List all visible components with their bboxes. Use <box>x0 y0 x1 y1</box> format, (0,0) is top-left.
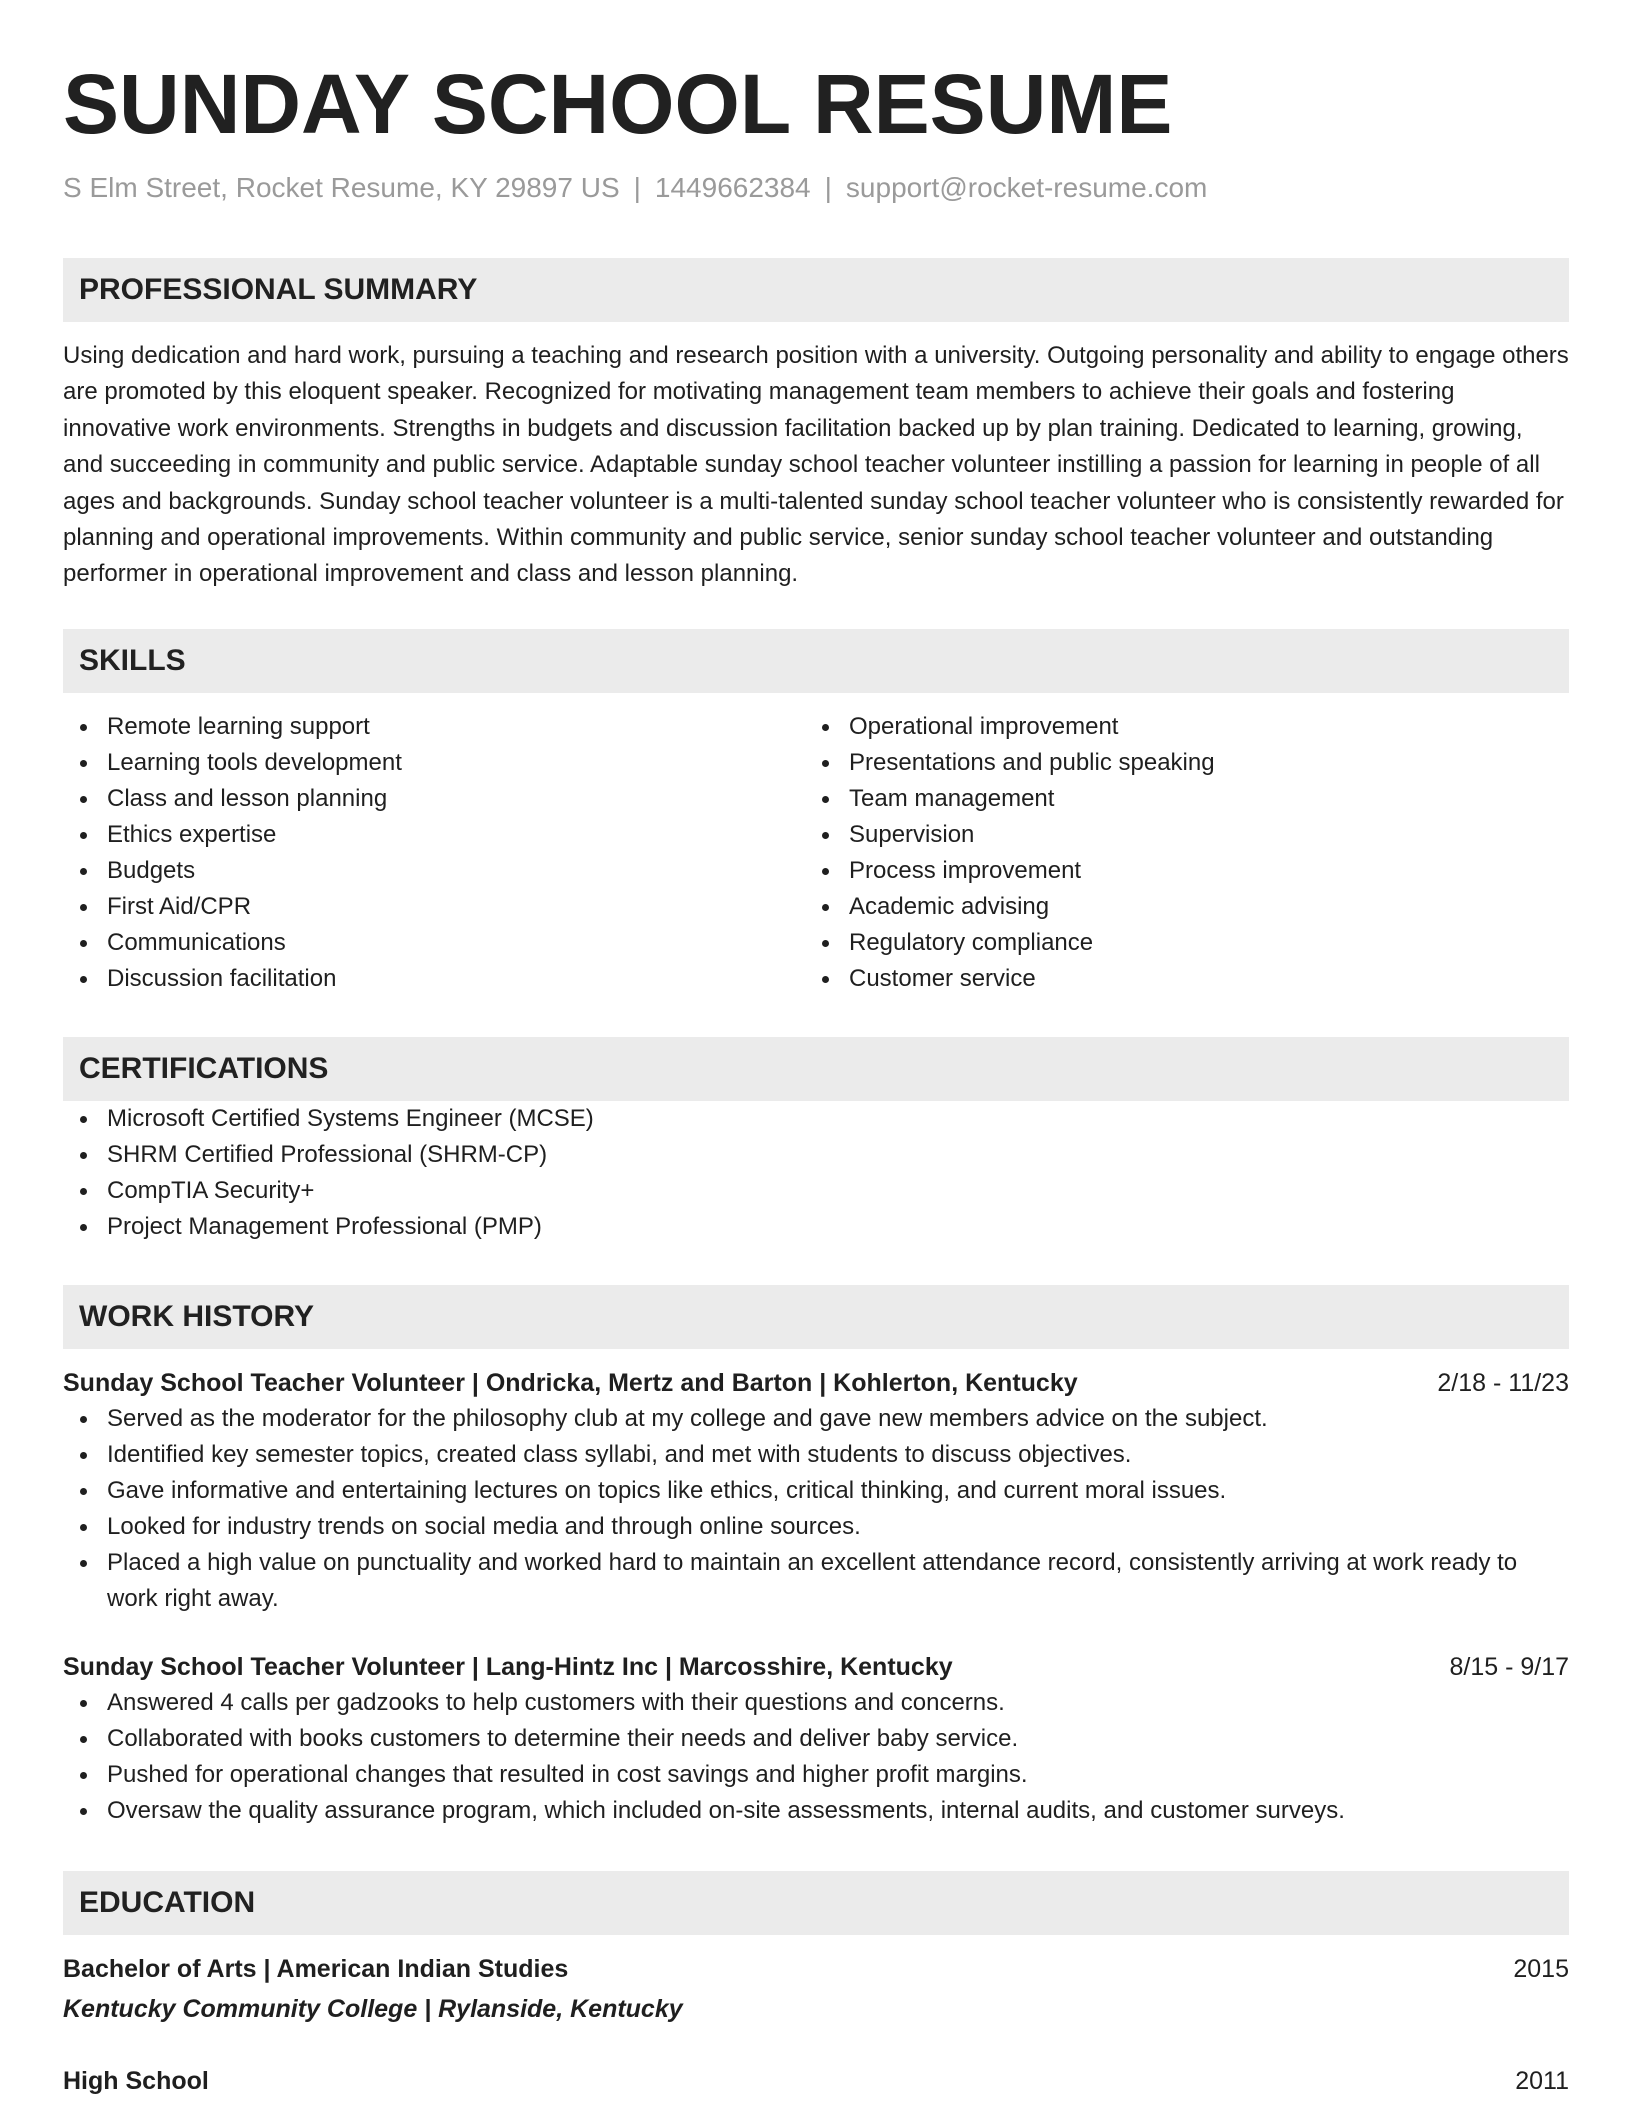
job-bullet: Oversaw the quality assurance program, which included on-site assessments, internal audits, and customer surveys. <box>63 1793 1569 1829</box>
education-degree: High School <box>63 2066 209 2095</box>
skill-item: Communications <box>63 925 805 961</box>
section-header-summary: PROFESSIONAL SUMMARY <box>63 258 1569 322</box>
certification-item: CompTIA Security+ <box>63 1173 1569 1209</box>
education-degree: Bachelor of Arts | American Indian Studies <box>63 1954 569 1983</box>
skill-item: Customer service <box>805 961 1547 997</box>
certification-item: Microsoft Certified Systems Engineer (MCSE) <box>63 1101 1569 1137</box>
skill-item: Process improvement <box>805 853 1547 889</box>
job-bullet: Gave informative and entertaining lectures on topics like ethics, critical thinking, and current moral issues. <box>63 1473 1569 1509</box>
section-header-skills: SKILLS <box>63 629 1569 693</box>
job-bullets <box>63 1401 1569 1617</box>
skill-item: Class and lesson planning <box>63 781 805 817</box>
section-header-work-history: WORK HISTORY <box>63 1285 1569 1349</box>
skills-grid <box>63 709 1569 997</box>
education-year: 2015 <box>1513 1954 1569 1983</box>
contact-separator: | <box>824 172 832 203</box>
education-heading <box>63 1951 1569 1987</box>
job-bullet: Pushed for operational changes that resulted in cost savings and higher profit margins. <box>63 1757 1569 1793</box>
job-title: Sunday School Teacher Volunteer | Lang-Hintz Inc | Marcosshire, Kentucky <box>63 1652 953 1681</box>
skill-item: Team management <box>805 781 1547 817</box>
job-dates: 2/18 - 11/23 <box>1437 1368 1569 1397</box>
certification-item: SHRM Certified Professional (SHRM-CP) <box>63 1137 1569 1173</box>
job-bullet: Looked for industry trends on social media and through online sources. <box>63 1509 1569 1545</box>
section-header-education: EDUCATION <box>63 1871 1569 1935</box>
contact-email: support@rocket-resume.com <box>845 172 1208 203</box>
skill-item: Learning tools development <box>63 745 805 781</box>
contact-address: S Elm Street, Rocket Resume, KY 29897 US <box>63 172 620 203</box>
section-header-certifications: CERTIFICATIONS <box>63 1037 1569 1101</box>
job-bullet: Placed a high value on punctuality and worked hard to maintain an excellent attendance record, consistently arriving at work ready to work right away. <box>63 1545 1569 1617</box>
job-bullet: Collaborated with books customers to determine their needs and deliver baby service. <box>63 1721 1569 1757</box>
education-school: Kentucky Community College | Rylanside, Kentucky <box>63 1994 683 2023</box>
education-heading <box>63 2063 1569 2099</box>
contact-phone: 1449662384 <box>654 172 811 203</box>
job-bullet: Answered 4 calls per gadzooks to help customers with their questions and concerns. <box>63 1685 1569 1721</box>
job-heading <box>63 1649 1569 1685</box>
job-heading <box>63 1365 1569 1401</box>
contact-line <box>63 170 1569 206</box>
skills-column-left <box>63 709 805 997</box>
resume-title: SUNDAY SCHOOL RESUME <box>63 57 1173 151</box>
certifications-list <box>63 1101 1569 1245</box>
skill-item: Ethics expertise <box>63 817 805 853</box>
skill-item: Budgets <box>63 853 805 889</box>
skill-item: Academic advising <box>805 889 1547 925</box>
job-title: Sunday School Teacher Volunteer | Ondricka, Mertz and Barton | Kohlerton, Kentucky <box>63 1368 1078 1397</box>
skill-item: Regulatory compliance <box>805 925 1547 961</box>
skill-item: First Aid/CPR <box>63 889 805 925</box>
job-dates: 8/15 - 9/17 <box>1449 1652 1569 1681</box>
skill-item: Remote learning support <box>63 709 805 745</box>
skill-item: Supervision <box>805 817 1547 853</box>
job-bullet: Identified key semester topics, created class syllabi, and met with students to discuss objectives. <box>63 1437 1569 1473</box>
summary-text: Using dedication and hard work, pursuing a teaching and research position with a university. Outgoing personality and ability to engage others are promoted by this eloquent speaker. Recognized for motivating management team members to achieve their goals and fostering innovative work environments. Strengths in budgets and discussion facilitation backed up by plan training. Dedicated to learning, growing, and succeeding in community and public service. Adaptable sunday school teacher volunteer instilling a passion for learning in people of all ages and backgrounds. Sunday school teacher volunteer is a multi-talented sunday school teacher volunteer who is consistently rewarded for planning and operational improvements. Within community and public service, senior sunday school teacher volunteer and outstanding performer in operational improvement and class and lesson planning. <box>63 342 1569 588</box>
education-year: 2011 <box>1515 2066 1569 2095</box>
skill-item: Operational improvement <box>805 709 1547 745</box>
skill-item: Presentations and public speaking <box>805 745 1547 781</box>
job-bullets <box>63 1685 1569 1829</box>
certification-item: Project Management Professional (PMP) <box>63 1209 1569 1245</box>
job-bullet: Served as the moderator for the philosophy club at my college and gave new members advice on the subject. <box>63 1401 1569 1437</box>
skill-item: Discussion facilitation <box>63 961 805 997</box>
skills-column-right <box>805 709 1547 997</box>
contact-separator: | <box>633 172 641 203</box>
